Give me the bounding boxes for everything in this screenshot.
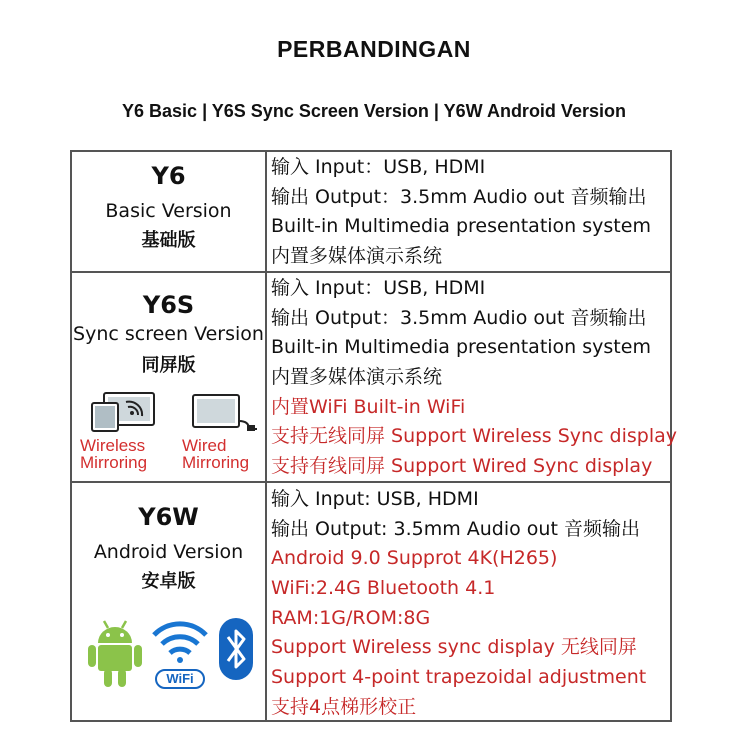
- feature-line-highlight: WiFi:2.4G Bluetooth 4.1: [271, 577, 496, 600]
- model-cell-y6w: [72, 483, 267, 720]
- wireless-mirroring-group: [80, 391, 170, 481]
- page-subtitle: Y6 Basic | Y6S Sync Screen Version | Y6W Android Version: [122, 101, 626, 121]
- model-version: Sync screen Version: [73, 323, 264, 345]
- table-row-y6s: [72, 273, 678, 483]
- feature-line: 输入 Input: USB, HDMI: [271, 488, 479, 510]
- bluetooth-icon: [218, 617, 254, 681]
- wired-mirroring-group: [182, 391, 266, 481]
- feature-line: 内置多媒体演示系统: [271, 245, 443, 268]
- feature-line: 输入 Input：USB, HDMI: [271, 156, 486, 178]
- model-name: Y6W: [138, 503, 199, 531]
- wired-mirroring-icon: [189, 391, 259, 433]
- feature-line-highlight: 支持4点梯形校正: [271, 695, 417, 718]
- wireless-mirroring-label: Wireless Mirroring: [80, 436, 148, 472]
- wifi-badge: WiFi: [155, 669, 205, 689]
- model-cell-y6s: [72, 273, 267, 481]
- feature-line: 输出 Output：3.5mm Audio out 音频输出: [271, 185, 647, 208]
- feature-line: Built-in Multimedia presentation system: [271, 336, 651, 359]
- feature-line-highlight: Android 9.0 Supprot 4K(H265): [271, 547, 558, 570]
- wifi-group: [150, 617, 210, 687]
- comparison-table: [70, 150, 678, 722]
- feature-line-highlight: 支持有线同屏 Support Wired Sync display: [271, 455, 653, 478]
- android-icon: [86, 617, 144, 689]
- model-cell-y6: [72, 152, 267, 271]
- page-title: PERBANDINGAN: [277, 36, 471, 62]
- feature-line-highlight: Support 4-point trapezoidal adjustment: [271, 666, 647, 689]
- model-version: Basic Version: [105, 200, 232, 222]
- wifi-icon: [150, 617, 210, 663]
- feature-line: 内置多媒体演示系统: [271, 366, 443, 389]
- model-version: Android Version: [93, 541, 244, 563]
- model-name: Y6: [151, 162, 186, 190]
- model-cn-name: 同屏版: [141, 355, 196, 376]
- table-row-y6w: [72, 483, 670, 720]
- feature-cell-y6s: [269, 273, 678, 482]
- feature-line: 输出 Output: 3.5mm Audio out 音频输出: [271, 517, 640, 540]
- model-name: Y6S: [142, 291, 195, 319]
- feature-line-highlight: RAM:1G/ROM:8G: [271, 606, 431, 629]
- feature-line: 输入 Input：USB, HDMI: [271, 277, 486, 299]
- feature-cell-y6w: [269, 483, 670, 722]
- table-row-y6: [72, 152, 670, 273]
- feature-line-highlight: Support Wireless sync display 无线同屏: [271, 636, 637, 659]
- feature-line-highlight: 支持无线同屏 Support Wireless Sync display: [271, 425, 678, 448]
- feature-line: Built-in Multimedia presentation system: [271, 215, 651, 238]
- feature-cell-y6: [269, 152, 670, 272]
- wired-mirroring-label: Wired Mirroring: [182, 436, 250, 472]
- feature-line: 输出 Output：3.5mm Audio out 音频输出: [271, 306, 647, 329]
- feature-line-highlight: 内置WiFi Built-in WiFi: [271, 395, 466, 418]
- model-cn-name: 基础版: [141, 230, 196, 251]
- wireless-mirroring-icon: [90, 391, 160, 433]
- model-cn-name: 安卓版: [141, 571, 196, 592]
